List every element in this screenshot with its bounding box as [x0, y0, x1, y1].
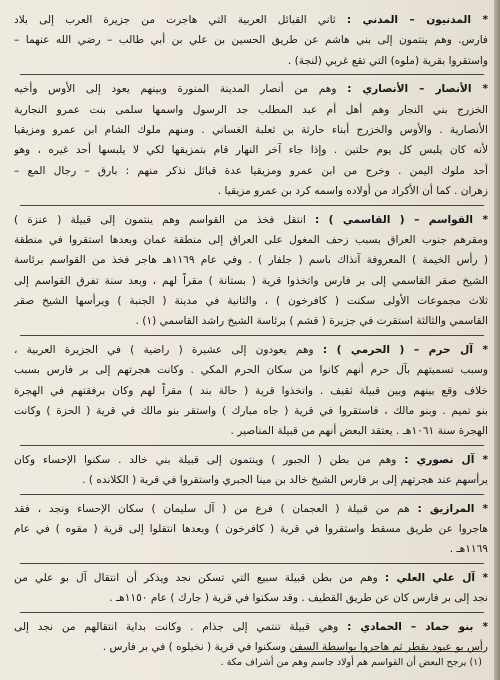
entry-line: [14, 450, 488, 470]
entry-text: وهم من بطن قبيلة سبيع التي تسكن نجد ويذكر أن انتقال آل بو علي من: [14, 571, 378, 584]
entry-text: انتقل فخذ من القواسم وهم ينتمون إلى قبيلة ( عنزة ): [14, 213, 306, 226]
entry-paragraph: [14, 79, 488, 201]
entry-text: وهم من أنصار المدينة المنورة وبينهم يعود إلى الأوس وأخيه: [14, 83, 337, 96]
entry-line: [14, 340, 488, 360]
entry-line: [14, 421, 488, 441]
entry-line: [14, 470, 488, 490]
entry-paragraph: [14, 450, 488, 491]
entry-line: [14, 140, 488, 160]
entry-text: وسبب تسميتهم بآل حرم أنهم كانوا من سكان الحرم المكي . وكانت هجرتهم إلى بر فارس بسبب: [14, 364, 488, 377]
entry-text: الخزرج بني النجار وهم أهل أم عبد المطلب جد الرسول واسمها سلمى بنت عمرو النجارية: [14, 103, 488, 116]
section-divider: [20, 612, 484, 613]
entry-text: ( رأس الخيمة ) المعروفة آنذاك باسم ( جلفار ) . وفي عام ١١٦٩هـ هاجر فخذ من القواسم برئاسة: [14, 254, 488, 267]
entry-text: بنو تميم . وبنو مالك ، فاستقروا في قرية ( جاه مبارك ) واستقر بنو مالك في قرية ( الحزة ) وكانت: [14, 405, 488, 418]
entry-line: [14, 637, 488, 657]
entry-text: يرأسهم عند هجرتهم إلى بر فارس الشيخ خالد بن مينا الجبري واستقروا في قرية ( الكلانده ) .: [82, 474, 488, 487]
entry-line: [14, 230, 488, 250]
footnote: (١) يرجح البعض أن القواسم هم أولاد جاسم وهم من أشراف مكة .: [220, 657, 482, 668]
entry-line: [14, 79, 488, 99]
entry-text: أحد ملوك اليمن . وخرج من ابن عمرو ومزيقيا عدة قبائل نذكر منهم : بارق – رجال المع –: [14, 164, 488, 177]
entries-list: [14, 10, 488, 657]
entry-line: [14, 210, 488, 230]
entry-heading: * بنو حماد – الحمادي :: [347, 620, 488, 633]
entry-text: واستقروا بقرية (ملوه) التي تقع غربي (لنجة) .: [287, 54, 488, 67]
entry-line: [14, 271, 488, 291]
entry-text: الشيخ صقر القاسمي إلى بر فارس واتخذوا قرية ( بستانة ) مقراً لهم ، وبعد سنة تفرق القواسم إلى: [14, 274, 488, 287]
entry-text: ومقرهم جنوب العراق بسبب زحف المغول على العراق إلى منطقة عمان وبعدها استقروا في منطقة: [14, 233, 488, 246]
entry-text: خلاف وقع بينهم وبين قبيلة ثقيف . واتخذوا قرية ( حالة بند ) مقراً لهم وكان برفقتهم في الهجرة: [14, 384, 488, 397]
entry-text: وهي قبيلة تنتمي إلى جذام . وكانت بداية انتقالهم من نجد إلى: [14, 620, 339, 633]
entry-text: الهجرة سنة ١٠٦١هـ . يعتقد البعض أنهم من قبيلة المناصير .: [230, 425, 488, 438]
entry-text: رأس بو عبود بقطر ثم هاجروا بواسطة السفن وسكنوا في قرية ( نخيلوه ) في بر فارس .: [102, 640, 488, 653]
entry-text: وهم يعودون إلى عشيرة ( راضية ) في الجزيرة العربية ،: [14, 343, 314, 356]
entry-heading: * آل نصوري :: [404, 453, 488, 466]
entry-heading: * المدنيون – المدني :: [346, 14, 488, 26]
entry-text: نجد إلى بر فارس كان عن طريق القطيف . وقد سكنوا في قرية ( جارك ) عام ١١٥٠هـ .: [109, 592, 488, 605]
entry-text: ثاني القبائل العربية التي هاجرت من جزيرة العرب إلى بلاد: [14, 14, 336, 26]
entry-text: لأنه كان يلبس كل يوم حلتين . وإذا جاء آخر النهار قام بتمزيقها لكي لا يلبسها أحد غيره ، وهو: [14, 144, 488, 157]
entry-line: [14, 381, 488, 401]
section-divider: [20, 445, 484, 446]
entry-text: الأنصارية . والأوس والخزرج أبناء حارثة بن ثعلبة الغساني . ومنهم ملوك الشام ابن عمرو ومزيقيا: [14, 123, 488, 136]
entry-line: [14, 291, 488, 311]
entry-text: فارس. وهم ينتمون إلى بني هاشم عن طريق الحسين بن علي بن أبي طالب – رضي الله عنهما –: [14, 34, 488, 47]
entry-line: [14, 568, 488, 588]
entry-line: [14, 360, 488, 380]
entry-line: [14, 51, 488, 71]
section-divider: [20, 335, 484, 336]
entry-text: هم من قبيلة ( العجمان ) فرع من ( آل سليمان ) سكان الإحساء ونجد ، فقد: [14, 502, 410, 515]
entry-line: [14, 250, 488, 270]
entry-line: [14, 401, 488, 421]
entry-heading: * الأنصار – الأنصاري :: [347, 83, 488, 96]
entry-line: [14, 519, 488, 539]
entry-paragraph: [14, 568, 488, 609]
entry-paragraph: [14, 10, 488, 71]
entry-paragraph: [14, 499, 488, 560]
entry-text: ١١٦٩هـ .: [449, 543, 488, 556]
entry-heading: * آل حرم – ( الحرمي ) :: [322, 343, 488, 356]
section-divider: [20, 563, 484, 564]
footnote-rule: [292, 651, 482, 652]
entry-text: زهران . كما أن الأكراد من أولاده واسمه كرد بن عمرو مزيقيا .: [217, 185, 488, 198]
entry-line: [14, 588, 488, 608]
entry-line: [14, 10, 488, 30]
entry-text: ثلاث مجموعات الأولى سكنت ( كافرخون ) ، والثانية في مدينة ( الجنبة ) ويرأسها الشيخ صقر: [14, 295, 488, 308]
entry-line: [14, 161, 488, 181]
entry-text: وهم من بطن ( الجبور ) وينتمون إلى قبيلة بني خالد . سكنوا الإحساء وكان: [14, 453, 397, 466]
entry-line: [14, 539, 488, 559]
entry-paragraph: [14, 210, 488, 332]
section-divider: [20, 205, 484, 206]
entry-paragraph: [14, 340, 488, 442]
entry-line: [14, 181, 488, 201]
book-spine-shadow: [494, 0, 500, 680]
entry-line: [14, 30, 488, 50]
section-divider: [20, 494, 484, 495]
entry-line: [14, 100, 488, 120]
entry-line: [14, 617, 488, 637]
section-divider: [20, 74, 484, 75]
entry-line: [14, 499, 488, 519]
entry-line: [14, 120, 488, 140]
entry-line: [14, 311, 488, 331]
entry-heading: * المرازيق :: [417, 502, 488, 515]
entry-heading: * القواسم – ( القاسمي ) :: [315, 213, 488, 226]
entry-text: القاسمي والثالثة استقرت في جزيرة ( قشم ) برئاسة الشيخ راشد القاسمي (١) .: [135, 315, 488, 328]
entry-heading: * آل علي العلي :: [384, 571, 488, 584]
entry-text: هاجروا عن طريق مسقط واستقروا في قرية ( كافرخون ) وبعدها انتقلوا إلى قرية ( مقوه ) في عام: [14, 522, 488, 535]
